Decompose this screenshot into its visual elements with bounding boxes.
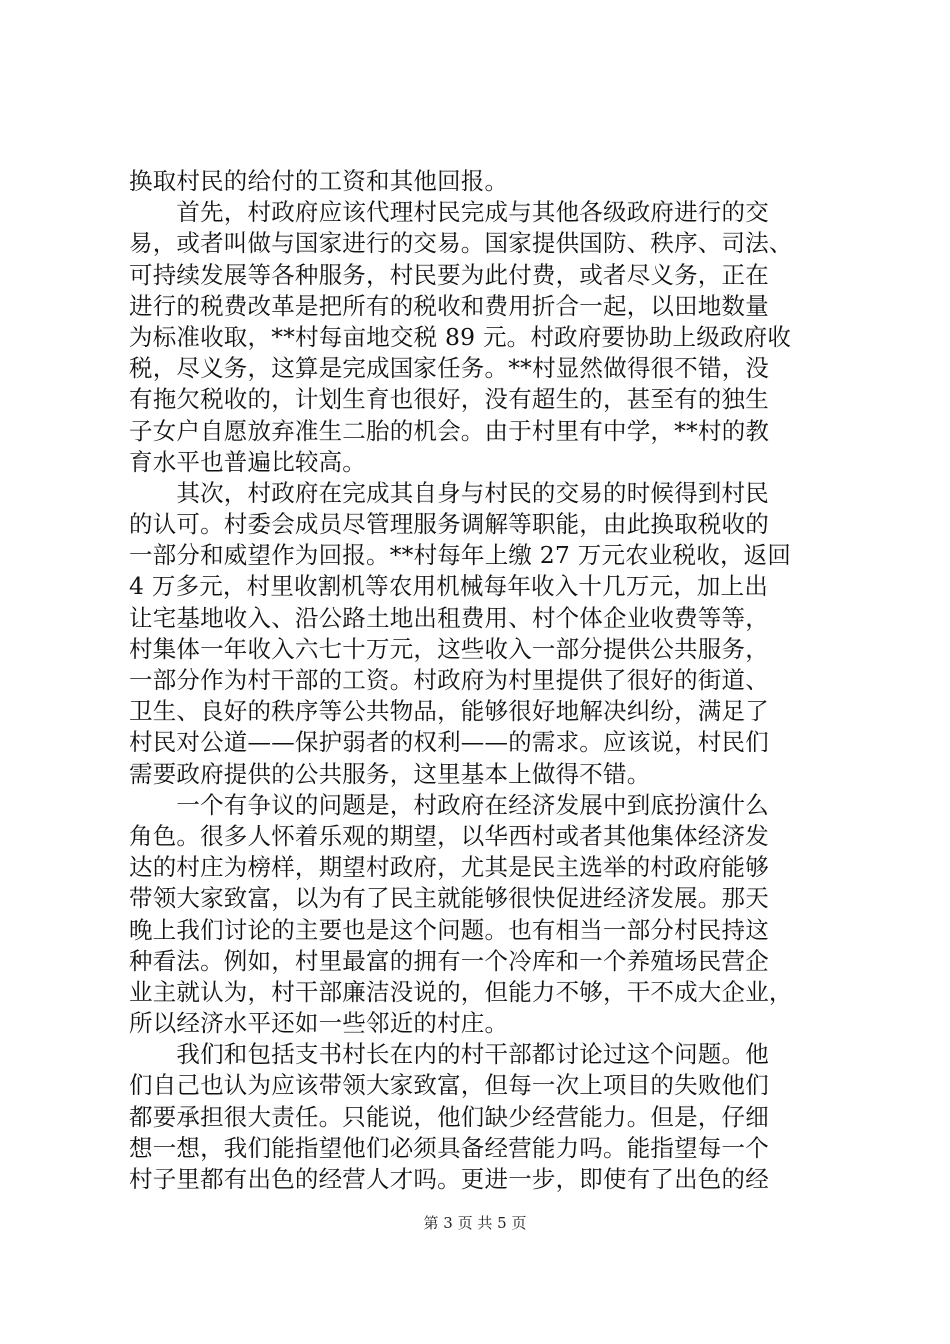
- text-line: 让宅基地收入、沿公路土地出租费用、村个体企业收费等等，: [129, 603, 769, 632]
- text-line: 子女户自愿放弃准生二胎的机会。由于村里有中学，**村的教: [129, 416, 770, 445]
- text-line: 们自己也认为应该带领大家致富，但每一次上项目的失败他们: [129, 1071, 769, 1100]
- text-line: 一个有争议的问题是，村政府在经济发展中到底扮演什么: [129, 790, 769, 819]
- text-line: 我们和包括支书村长在内的村干部都讨论过这个问题。他: [129, 1040, 769, 1069]
- text-line: 其次，村政府在完成其自身与村民的交易的时候得到村民: [129, 478, 769, 507]
- text-line: 4 万多元，村里收割机等农用机械每年收入十几万元，加上出: [129, 572, 769, 601]
- page-number: 第 3 页 共 5 页: [423, 1214, 527, 1232]
- text-line: 易，或者叫做与国家进行的交易。国家提供国防、秩序、司法、: [129, 229, 793, 258]
- text-line: 进行的税费改革是把所有的税收和费用折合一起，以田地数量: [129, 291, 769, 320]
- text-line: 首先，村政府应该代理村民完成与其他各级政府进行的交: [129, 198, 769, 227]
- page-footer: [0, 1213, 950, 1233]
- text-line: 的认可。村委会成员尽管理服务调解等职能，由此换取税收的: [129, 510, 769, 539]
- text-line: 换取村民的给付的工资和其他回报。: [129, 167, 509, 195]
- text-line: 带领大家致富，以为有了民主就能够很快促进经济发展。那天: [129, 884, 769, 913]
- text-line: 角色。很多人怀着乐观的期望，以华西村或者其他集体经济发: [129, 821, 769, 850]
- text-line: 可持续发展等各种服务，村民要为此付费，或者尽义务，正在: [129, 260, 769, 289]
- text-line: 卫生、良好的秩序等公共物品，能够很好地解决纠纷，满足了: [129, 697, 769, 726]
- text-line: 村子里都有出色的经营人才吗。更进一步，即使有了出色的经: [129, 1165, 769, 1193]
- text-line: 村民对公道——保护弱者的权利——的需求。应该说，村民们: [129, 728, 769, 757]
- text-line: 想一想，我们能指望他们必须具备经营能力吗。能指望每一个: [129, 1133, 769, 1162]
- text-line: 晚上我们讨论的主要也是这个问题。也有相当一部分村民持这: [129, 915, 769, 944]
- text-line: 所以经济水平还如一些邻近的村庄。: [129, 1009, 509, 1038]
- text-line: 育水平也普遍比较高。: [129, 447, 366, 476]
- document-body: [129, 166, 849, 1195]
- text-line: 需要政府提供的公共服务，这里基本上做得不错。: [129, 759, 651, 788]
- text-line: 达的村庄为榜样，期望村政府，尤其是民主选举的村政府能够: [129, 853, 769, 882]
- text-line: 一部分作为村干部的工资。村政府为村里提供了很好的街道、: [129, 666, 769, 694]
- text-line: 一部分和威望作为回报。**村每年上缴 27 万元农业税收，返回: [129, 541, 792, 570]
- text-line: 为标准收取，**村每亩地交税 89 元。村政府要协助上级政府收: [129, 322, 792, 351]
- text-line: 有拖欠税收的，计划生育也很好，没有超生的，甚至有的独生: [129, 385, 769, 414]
- text-line: 业主就认为，村干部廉洁没说的，但能力不够，干不成大企业，: [129, 977, 793, 1006]
- text-line: 种看法。例如，村里最富的拥有一个冷库和一个养殖场民营企: [129, 946, 769, 975]
- text-line: 村集体一年收入六七十万元，这些收入一部分提供公共服务，: [129, 634, 769, 663]
- text-line: 都要承担很大责任。只能说，他们缺少经营能力。但是，仔细: [129, 1102, 769, 1131]
- text-line: 税，尽义务，这算是完成国家任务。**村显然做得很不错，没: [129, 354, 770, 383]
